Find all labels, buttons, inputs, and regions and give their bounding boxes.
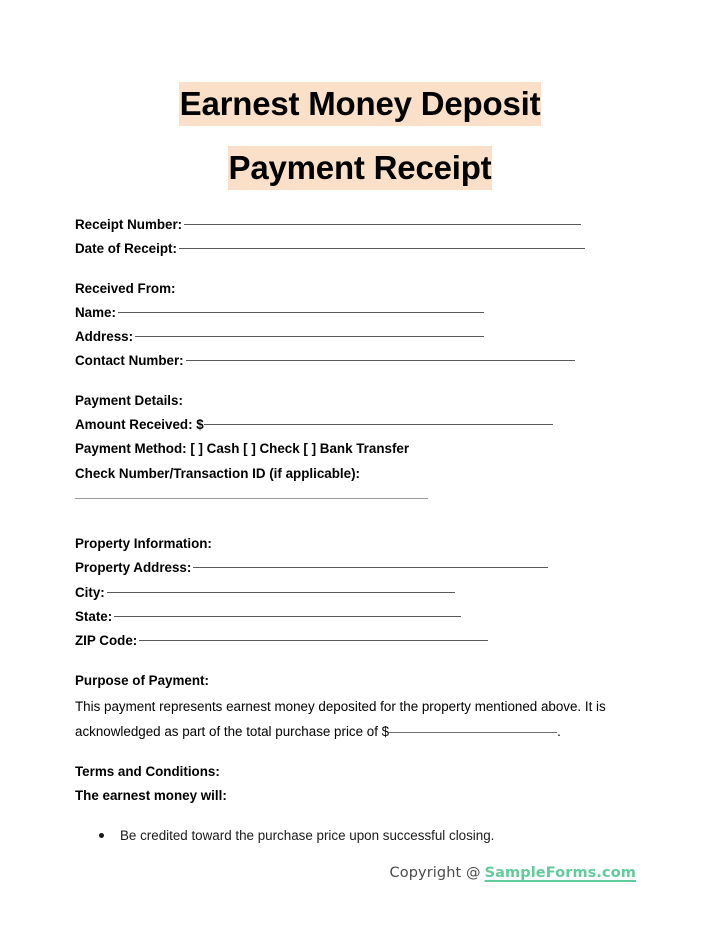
field-receipt-number-blank[interactable] — [184, 224, 581, 225]
brand-link-sampleforms[interactable]: SampleForms.com — [484, 865, 636, 881]
field-state-label: State: — [75, 608, 113, 624]
document-body — [75, 213, 655, 848]
field-contact-number-label: Contact Number: — [75, 353, 184, 369]
field-amount-received — [75, 413, 655, 437]
field-zip-code-label: ZIP Code: — [75, 633, 138, 649]
field-name-blank[interactable] — [118, 312, 484, 313]
field-payment-method[interactable]: Payment Method: [ ] Cash [ ] Check [ ] Bank Transfer — [75, 441, 410, 457]
purpose-text-after-blank: . — [557, 724, 561, 740]
field-address-blank[interactable] — [135, 336, 484, 337]
field-check-number-blank[interactable] — [75, 498, 428, 499]
field-check-number-blank-row — [75, 486, 655, 516]
field-receipt-number — [75, 213, 655, 237]
section-heading-payment-details: Payment Details: — [75, 392, 183, 408]
purpose-text-before-blank: This payment represents earnest money deposited for the property mentioned above. It is acknowledged as part of the total purchase price of $ — [75, 698, 606, 740]
field-state-blank[interactable] — [114, 616, 461, 617]
section-heading-property-information: Property Information: — [75, 535, 212, 551]
list-item — [75, 824, 655, 848]
page-title — [0, 72, 720, 200]
footer — [0, 862, 720, 884]
copyright-text: Copyright @ — [389, 865, 481, 881]
field-check-number-label: Check Number/Transaction ID (if applicable): — [75, 465, 360, 481]
purchase-price-blank[interactable] — [389, 732, 557, 733]
field-zip-code — [75, 629, 655, 653]
spacer — [75, 516, 655, 532]
purpose-of-payment-paragraph — [75, 694, 641, 745]
field-date-of-receipt-blank[interactable] — [179, 248, 585, 249]
spacer — [75, 653, 655, 669]
spacer — [75, 262, 655, 277]
section-heading-terms-and-conditions: Terms and Conditions: — [75, 763, 220, 779]
field-city-blank[interactable] — [107, 592, 455, 593]
field-property-address-label: Property Address: — [75, 560, 192, 576]
field-name-label: Name: — [75, 304, 116, 320]
list-item-text: Be credited toward the purchase price upon successful closing. — [120, 828, 495, 844]
section-heading-purpose-of-payment: Purpose of Payment: — [75, 673, 209, 689]
bullet-dot-icon — [99, 833, 104, 838]
spacer — [75, 745, 655, 760]
field-contact-number-blank[interactable] — [186, 360, 575, 361]
field-receipt-number-label: Receipt Number: — [75, 217, 183, 232]
field-city-label: City: — [75, 584, 105, 600]
field-zip-code-blank[interactable] — [139, 640, 488, 641]
field-contact-number — [75, 349, 655, 373]
spacer — [75, 374, 655, 389]
terms-bullet-list — [75, 824, 655, 848]
field-address — [75, 325, 655, 349]
field-name — [75, 301, 655, 325]
field-address-label: Address: — [75, 329, 134, 345]
field-property-address — [75, 556, 655, 580]
field-date-of-receipt-label: Date of Receipt: — [75, 241, 177, 257]
field-date-of-receipt — [75, 237, 655, 261]
field-amount-received-label: Amount Received: $ — [75, 417, 204, 433]
page-title-line-1: Earnest Money Deposit — [179, 82, 542, 126]
terms-subheading: The earnest money will: — [75, 788, 227, 804]
section-heading-received-from: Received From: — [75, 280, 176, 296]
page-title-line-2: Payment Receipt — [228, 146, 493, 190]
spacer — [75, 808, 655, 824]
field-city — [75, 581, 655, 605]
field-property-address-blank[interactable] — [193, 567, 548, 568]
field-state — [75, 605, 655, 629]
field-amount-received-blank[interactable] — [204, 424, 553, 425]
